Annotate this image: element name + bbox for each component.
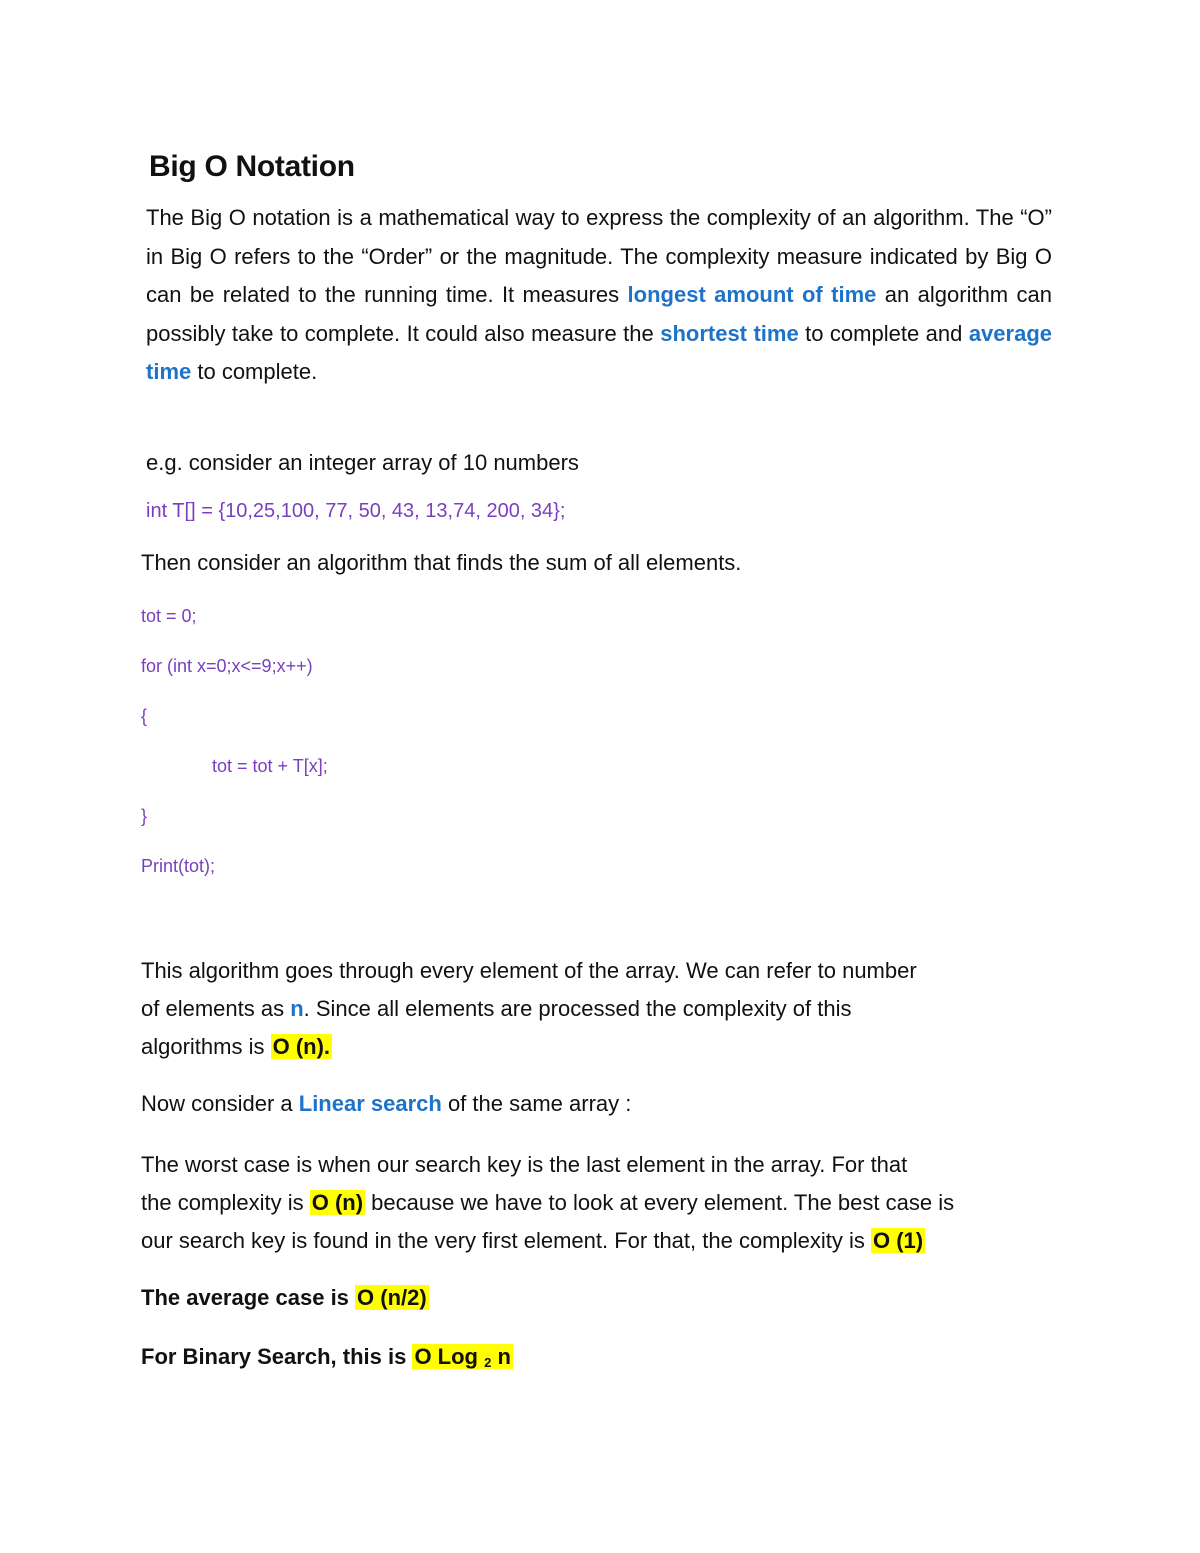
code-line: for (int x=0;x<=9;x++) xyxy=(141,656,313,676)
emphasis-longest-time: longest amount of time xyxy=(627,282,877,307)
highlight-best-case: O (1) xyxy=(872,1228,924,1253)
text-run: our search key is found in the very first element. For that, the complexity is xyxy=(141,1228,871,1253)
text-line xyxy=(141,1222,954,1260)
array-declaration: int T[] = {10,25,100, 77, 50, 43, 13,74, 200, 34}; xyxy=(146,500,566,522)
code-line: { xyxy=(141,706,148,726)
text-line: This algorithm goes through every element of the array. We can refer to number xyxy=(141,958,917,983)
linear-search-intro xyxy=(141,1091,631,1117)
highlight-o-n: O (n). xyxy=(272,1034,331,1059)
binary-search-complexity xyxy=(141,1344,513,1370)
highlight-average-case: O (n/2) xyxy=(357,1285,427,1310)
text-run: For Binary Search, this is xyxy=(141,1344,413,1369)
code-line: Print(tot); xyxy=(141,856,216,876)
page-title: Big O Notation xyxy=(149,150,355,183)
text-line: The worst case is when our search key is the last element in the array. For that xyxy=(141,1152,908,1177)
highlight-worst-case: O (n) xyxy=(311,1190,364,1215)
text-run: of the same array : xyxy=(441,1091,632,1116)
text-run: of elements as xyxy=(141,996,291,1021)
intro-paragraph xyxy=(146,199,1052,392)
text-line xyxy=(141,1028,917,1066)
text-run: Now consider a xyxy=(141,1091,299,1116)
intro-text-2: an algorithm can possibly take to complete. It could also measure the xyxy=(146,282,1052,346)
text-run: . Since all elements are processed the complexity of this xyxy=(303,996,852,1021)
log-base-subscript: 2 xyxy=(484,1355,492,1370)
text-run: the complexity is xyxy=(141,1190,310,1215)
code-line: } xyxy=(141,806,148,826)
text-run: O Log xyxy=(414,1344,485,1369)
text-run: algorithms is xyxy=(141,1034,271,1059)
highlight-binary-search xyxy=(412,1344,512,1369)
intro-text-1: The Big O notation is a mathematical way to express the complexity of an algorithm. The “O” in Big O refers to the “Order” or the magnitude. The complexity measure indicated by Big O can be related to the running time. It measures xyxy=(146,205,1052,307)
example-intro: e.g. consider an integer array of 10 numbers xyxy=(146,450,579,475)
average-case xyxy=(141,1285,429,1311)
emphasis-linear-search: Linear search xyxy=(298,1091,442,1116)
intro-text-3: to complete and xyxy=(798,320,969,346)
text-run: The average case is xyxy=(141,1285,356,1310)
text-run: n xyxy=(491,1344,511,1369)
intro-text-4: to complete. xyxy=(191,359,318,384)
worst-best-case xyxy=(141,1146,954,1260)
code-line: tot = tot + T[x]; xyxy=(212,756,328,776)
text-run: because we have to look at every element. The best case is xyxy=(365,1190,955,1215)
code-line: tot = 0; xyxy=(141,606,197,626)
emphasis-shortest-time: shortest time xyxy=(660,320,799,346)
variable-n: n xyxy=(290,996,304,1021)
text-line xyxy=(141,990,917,1028)
text-line xyxy=(141,1184,954,1222)
algorithm-intro: Then consider an algorithm that finds the sum of all elements. xyxy=(141,550,742,575)
emphasis-average-time: average time xyxy=(146,320,1052,384)
complexity-explanation xyxy=(141,952,917,1066)
